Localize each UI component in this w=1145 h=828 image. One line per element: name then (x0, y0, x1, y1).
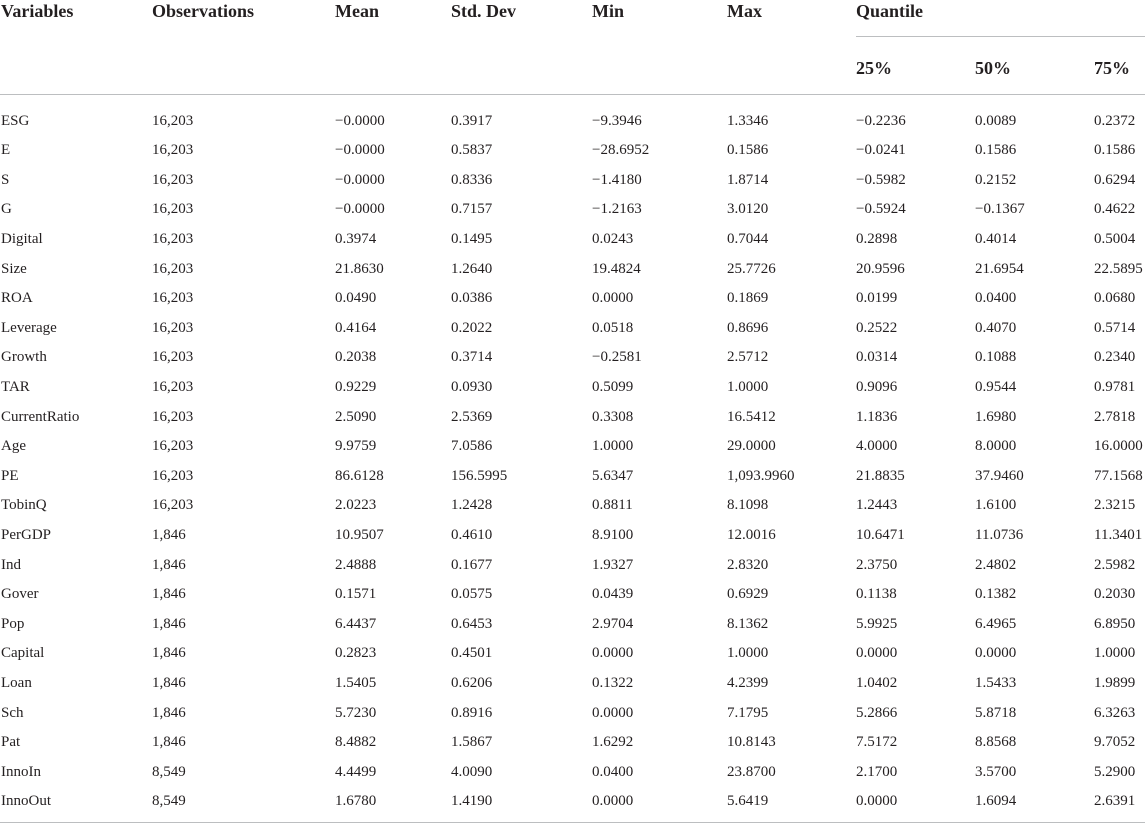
cell-variable: InnoIn (1, 763, 41, 780)
table-row (0, 491, 1145, 521)
cell-variable: Growth (1, 349, 47, 366)
cell-max: 4.2399 (727, 674, 769, 691)
cell-q50: 2.4802 (975, 556, 1017, 573)
cell-max: 1.0000 (727, 645, 769, 662)
cell-variable: Loan (1, 674, 32, 691)
cell-max: 25.7726 (727, 260, 776, 277)
cell-q50: 3.5700 (975, 763, 1017, 780)
cell-std-dev: 0.7157 (451, 201, 493, 218)
cell-q25: 10.6471 (856, 527, 905, 544)
cell-q50: 0.9544 (975, 379, 1017, 396)
cell-variable: PE (1, 467, 19, 484)
table-row (0, 757, 1145, 787)
cell-mean: 2.5090 (335, 408, 377, 425)
cell-max: 0.6929 (727, 586, 769, 603)
header-min: Min (592, 0, 727, 95)
cell-q25: 1.1836 (856, 408, 898, 425)
table-row (0, 609, 1145, 639)
cell-q25: 0.0000 (856, 645, 898, 662)
cell-max: 3.0120 (727, 201, 769, 218)
cell-q75: 16.0000 (1094, 438, 1143, 455)
cell-q75: 77.1568 (1094, 467, 1143, 484)
cell-max: 1.3346 (727, 113, 769, 130)
cell-q25: 1.2443 (856, 497, 898, 514)
cell-q50: 0.1088 (975, 349, 1017, 366)
cell-max: 29.0000 (727, 438, 776, 455)
cell-min: 2.9704 (592, 615, 634, 632)
cell-q75: 0.9781 (1094, 379, 1136, 396)
cell-variable: E (1, 142, 11, 159)
cell-max: 1.8714 (727, 171, 769, 188)
cell-mean: 21.8630 (335, 260, 384, 277)
cell-mean: 1.6780 (335, 787, 451, 823)
cell-mean: 0.3974 (335, 231, 377, 248)
cell-q25: −0.5924 (856, 201, 906, 218)
cell-q50: 37.9460 (975, 467, 1024, 484)
cell-max: 8.1098 (727, 497, 769, 514)
cell-observations: 1,846 (152, 674, 186, 691)
cell-min: −28.6952 (592, 142, 650, 159)
cell-observations: 1,846 (152, 734, 186, 751)
cell-variable: ESG (1, 113, 30, 130)
cell-mean: 5.7230 (335, 704, 377, 721)
header-q75: 75% (1094, 37, 1145, 95)
cell-q50: 0.0400 (975, 290, 1017, 307)
cell-q75: 6.8950 (1094, 615, 1136, 632)
cell-variable: CurrentRatio (1, 408, 80, 425)
cell-q75: 0.0680 (1094, 290, 1136, 307)
cell-q75: 0.5714 (1094, 319, 1136, 336)
cell-q25: −0.0241 (856, 142, 906, 159)
cell-observations: 16,203 (152, 349, 194, 366)
cell-variable: TAR (1, 379, 30, 396)
cell-observations: 16,203 (152, 379, 194, 396)
cell-max: 0.1869 (727, 290, 769, 307)
cell-observations: 16,203 (152, 438, 194, 455)
cell-q25: 1.0402 (856, 674, 898, 691)
cell-variable: Pop (1, 615, 25, 632)
cell-q75: 22.5895 (1094, 260, 1143, 277)
cell-min: 1.9327 (592, 556, 634, 573)
header-observations: Observations (152, 0, 335, 95)
cell-max: 2.8320 (727, 556, 769, 573)
cell-max: 12.0016 (727, 527, 776, 544)
table-row (0, 579, 1145, 609)
cell-observations: 8,549 (152, 763, 186, 780)
cell-q50: 21.6954 (975, 260, 1024, 277)
cell-variable: Pat (1, 734, 21, 751)
cell-mean: 0.2038 (335, 349, 377, 366)
cell-mean: 0.2823 (335, 645, 377, 662)
table-row (0, 313, 1145, 343)
table-row (0, 95, 1145, 136)
cell-max: 16.5412 (727, 408, 776, 425)
cell-q25: 0.0199 (856, 290, 898, 307)
cell-min: 0.0000 (592, 645, 634, 662)
cell-std-dev: 0.8916 (451, 704, 493, 721)
cell-max: 23.8700 (727, 763, 776, 780)
cell-std-dev: 0.3917 (451, 113, 493, 130)
cell-q75: 1.0000 (1094, 645, 1136, 662)
cell-q50: 0.0089 (975, 113, 1017, 130)
cell-q75: 9.7052 (1094, 734, 1136, 751)
cell-q25: 7.5172 (856, 734, 898, 751)
table-row (0, 698, 1145, 728)
cell-q25: 5.2866 (856, 704, 898, 721)
cell-variable: G (1, 201, 12, 218)
cell-q50: 0.4014 (975, 231, 1017, 248)
cell-mean: 1.5405 (335, 674, 377, 691)
cell-std-dev: 0.6206 (451, 674, 493, 691)
cell-q25: 20.9596 (856, 260, 905, 277)
cell-mean: 2.4888 (335, 556, 377, 573)
table-row (0, 727, 1145, 757)
header-q50: 50% (975, 37, 1094, 95)
cell-min: 0.1322 (592, 674, 634, 691)
cell-min: 0.0439 (592, 586, 634, 603)
cell-q75: 6.3263 (1094, 704, 1136, 721)
table-row (0, 787, 1145, 823)
cell-std-dev: 0.0575 (451, 586, 493, 603)
cell-min: −1.4180 (592, 171, 642, 188)
cell-std-dev: 0.4610 (451, 527, 493, 544)
cell-std-dev: 0.2022 (451, 319, 493, 336)
cell-q75: 2.3215 (1094, 497, 1136, 514)
cell-std-dev: 0.1495 (451, 231, 493, 248)
cell-q50: 5.8718 (975, 704, 1017, 721)
cell-q25: −0.2236 (856, 113, 906, 130)
cell-q50: 1.6094 (975, 787, 1094, 823)
cell-mean: −0.0000 (335, 201, 385, 218)
cell-q25: 0.1138 (856, 586, 897, 603)
cell-observations: 1,846 (152, 615, 186, 632)
cell-observations: 16,203 (152, 113, 194, 130)
cell-q50: 1.6980 (975, 408, 1017, 425)
cell-mean: 9.9759 (335, 438, 377, 455)
cell-q25: 5.9925 (856, 615, 898, 632)
cell-min: 1.0000 (592, 438, 634, 455)
cell-q25: −0.5982 (856, 171, 906, 188)
cell-min: 5.6347 (592, 467, 634, 484)
cell-mean: 2.0223 (335, 497, 377, 514)
cell-max: 10.8143 (727, 734, 776, 751)
cell-min: −0.2581 (592, 349, 642, 366)
cell-q75: 0.2340 (1094, 349, 1136, 366)
cell-std-dev: 0.5837 (451, 142, 493, 159)
table-row (0, 343, 1145, 373)
cell-min: 0.0518 (592, 319, 634, 336)
cell-std-dev: 0.8336 (451, 171, 493, 188)
cell-variable: Age (1, 438, 26, 455)
table-row (0, 195, 1145, 225)
cell-q25: 4.0000 (856, 438, 898, 455)
cell-q25: 2.1700 (856, 763, 898, 780)
cell-min: 0.0000 (592, 290, 634, 307)
cell-min: 0.0243 (592, 231, 634, 248)
cell-q75: 0.5004 (1094, 231, 1136, 248)
cell-std-dev: 1.2428 (451, 497, 493, 514)
cell-q25: 21.8835 (856, 467, 905, 484)
cell-std-dev: 0.4501 (451, 645, 493, 662)
table-body (0, 95, 1145, 823)
table-row (0, 283, 1145, 313)
cell-q50: 0.2152 (975, 171, 1017, 188)
cell-mean: −0.0000 (335, 113, 385, 130)
header-max: Max (727, 0, 856, 95)
cell-mean: −0.0000 (335, 142, 385, 159)
cell-std-dev: 0.1677 (451, 556, 493, 573)
cell-variable: ROA (1, 290, 33, 307)
cell-q75: 2.7818 (1094, 408, 1136, 425)
cell-min: 1.6292 (592, 734, 634, 751)
cell-q75: 0.2372 (1094, 113, 1136, 130)
cell-min: −9.3946 (592, 113, 642, 130)
cell-mean: 10.9507 (335, 527, 384, 544)
cell-variable: TobinQ (1, 497, 47, 514)
cell-min: 0.0000 (592, 704, 634, 721)
cell-std-dev: 0.6453 (451, 615, 493, 632)
cell-q75: 1.9899 (1094, 674, 1136, 691)
cell-variable: Size (1, 260, 27, 277)
cell-min: 19.4824 (592, 260, 641, 277)
cell-std-dev: 7.0586 (451, 438, 493, 455)
cell-max: 1,093.9960 (727, 467, 795, 484)
cell-mean: 0.1571 (335, 586, 377, 603)
cell-observations: 16,203 (152, 201, 194, 218)
cell-observations: 1,846 (152, 645, 186, 662)
cell-variable: Sch (1, 704, 24, 721)
header-q25: 25% (856, 37, 975, 95)
table-row (0, 136, 1145, 166)
cell-variable: InnoOut (0, 787, 152, 823)
cell-observations: 16,203 (152, 408, 194, 425)
cell-observations: 16,203 (152, 290, 194, 307)
cell-std-dev: 2.5369 (451, 408, 493, 425)
header-row-top (0, 0, 1145, 37)
cell-q25: 0.0314 (856, 349, 898, 366)
table-row (0, 224, 1145, 254)
cell-max: 5.6419 (727, 787, 856, 823)
cell-q75: 0.1586 (1094, 142, 1136, 159)
cell-q25: 0.2522 (856, 319, 898, 336)
table-row (0, 402, 1145, 432)
cell-q50: 8.0000 (975, 438, 1017, 455)
cell-q75: 2.5982 (1094, 556, 1136, 573)
cell-std-dev: 0.0930 (451, 379, 493, 396)
table-row (0, 668, 1145, 698)
cell-q50: 1.6100 (975, 497, 1017, 514)
cell-std-dev: 0.3714 (451, 349, 493, 366)
cell-q50: 0.4070 (975, 319, 1017, 336)
cell-mean: 0.9229 (335, 379, 377, 396)
cell-mean: 0.4164 (335, 319, 377, 336)
cell-q75: 5.2900 (1094, 763, 1136, 780)
cell-min: 0.0000 (592, 787, 727, 823)
header-mean: Mean (335, 0, 451, 95)
cell-std-dev: 0.0386 (451, 290, 493, 307)
cell-min: 0.5099 (592, 379, 634, 396)
cell-mean: 8.4882 (335, 734, 377, 751)
cell-std-dev: 1.4190 (451, 787, 592, 823)
cell-q50: 0.0000 (975, 645, 1017, 662)
cell-max: 1.0000 (727, 379, 769, 396)
cell-observations: 16,203 (152, 142, 194, 159)
cell-min: 0.3308 (592, 408, 634, 425)
cell-q75: 2.6391 (1094, 787, 1145, 823)
cell-variable: Gover (1, 586, 39, 603)
cell-variable: Digital (1, 231, 43, 248)
cell-max: 7.1795 (727, 704, 769, 721)
cell-q50: 0.1586 (975, 142, 1017, 159)
cell-observations: 16,203 (152, 319, 194, 336)
table-row (0, 165, 1145, 195)
cell-mean: 4.4499 (335, 763, 377, 780)
cell-q50: −0.1367 (975, 201, 1025, 218)
cell-max: 2.5712 (727, 349, 769, 366)
cell-q50: 8.8568 (975, 734, 1017, 751)
cell-q50: 1.5433 (975, 674, 1017, 691)
cell-observations: 16,203 (152, 497, 194, 514)
table-row (0, 550, 1145, 580)
cell-q25: 0.0000 (856, 787, 975, 823)
cell-observations: 16,203 (152, 231, 194, 248)
cell-q50: 6.4965 (975, 615, 1017, 632)
table-header (0, 0, 1145, 95)
cell-mean: 0.0490 (335, 290, 377, 307)
cell-mean: 86.6128 (335, 467, 384, 484)
cell-std-dev: 1.5867 (451, 734, 493, 751)
cell-std-dev: 4.0090 (451, 763, 493, 780)
header-quantile: Quantile (856, 0, 1145, 37)
cell-observations: 1,846 (152, 556, 186, 573)
cell-min: 0.0400 (592, 763, 634, 780)
cell-observations: 16,203 (152, 467, 194, 484)
cell-max: 0.8696 (727, 319, 769, 336)
cell-observations: 8,549 (152, 787, 335, 823)
cell-variable: PerGDP (1, 527, 52, 544)
table-row (0, 431, 1145, 461)
cell-min: −1.2163 (592, 201, 642, 218)
table-row (0, 372, 1145, 402)
cell-q75: 0.4622 (1094, 201, 1136, 218)
cell-variable: Ind (1, 556, 21, 573)
cell-observations: 16,203 (152, 171, 194, 188)
table-row (0, 520, 1145, 550)
cell-q25: 2.3750 (856, 556, 898, 573)
header-variables: Variables (0, 0, 152, 95)
cell-max: 8.1362 (727, 615, 769, 632)
cell-variable: S (1, 171, 10, 188)
table-row (0, 639, 1145, 669)
cell-observations: 1,846 (152, 704, 186, 721)
cell-min: 8.9100 (592, 527, 634, 544)
cell-max: 0.1586 (727, 142, 769, 159)
cell-q25: 0.2898 (856, 231, 898, 248)
cell-variable: Leverage (1, 319, 57, 336)
cell-max: 0.7044 (727, 231, 769, 248)
table-row (0, 254, 1145, 284)
cell-q75: 0.2030 (1094, 586, 1136, 603)
cell-mean: 6.4437 (335, 615, 377, 632)
cell-q75: 11.3401 (1094, 527, 1143, 544)
cell-variable: Capital (1, 645, 45, 662)
cell-observations: 1,846 (152, 586, 186, 603)
table-row (0, 461, 1145, 491)
cell-q75: 0.6294 (1094, 171, 1136, 188)
cell-observations: 1,846 (152, 527, 186, 544)
cell-std-dev: 156.5995 (451, 467, 508, 484)
cell-std-dev: 1.2640 (451, 260, 493, 277)
header-std-dev: Std. Dev (451, 0, 592, 95)
cell-q25: 0.9096 (856, 379, 898, 396)
cell-observations: 16,203 (152, 260, 194, 277)
cell-min: 0.8811 (592, 497, 633, 514)
cell-q50: 0.1382 (975, 586, 1017, 603)
cell-mean: −0.0000 (335, 171, 385, 188)
cell-q50: 11.0736 (975, 527, 1024, 544)
